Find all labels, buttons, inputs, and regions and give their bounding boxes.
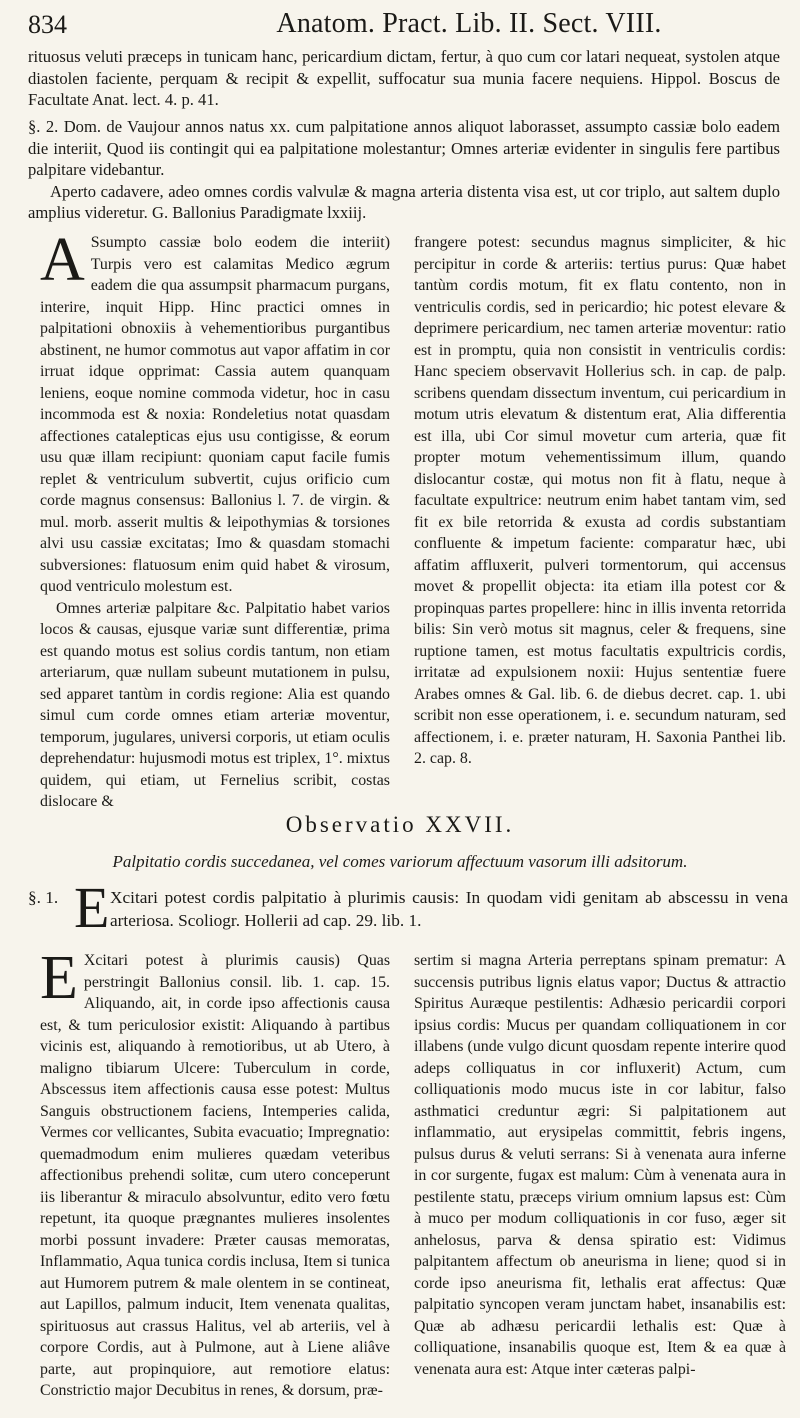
continuation-paragraph: rituosus veluti præceps in tunicam hanc, pericardium dictam, fertur, à quo cum cor latari nequeat, systolen atque diastolen faciente, perquam & recipit & expellit, suffocatur sua munia facere nequiens. Hippol. Boscus de Facultate Anat. lect. 4. p. 41. <box>28 47 780 109</box>
page-number: 834 <box>28 10 67 39</box>
commentary-left-p1 <box>40 226 390 598</box>
section-2-paragraph: §. 2. Dom. de Vaujour annos natus xx. cum palpitatione annos aliquot laborasset, assumpto cassiæ bolo eadem die interiit, Quod iis contingit qui ea palpitatione molestantur; Omnes arteriæ evidenter in singulis fere partibus palpitare videbantur. <box>28 117 780 179</box>
observatio-intro: Xcitari potest cordis palpitatio à plurimis causis: In quodam vidi genitam ab abscessu in vena arteriosa. Scoliogr. Hollerii ad cap. 29. lib. 1. <box>110 888 788 930</box>
continuation-block <box>28 46 780 111</box>
bottom-right-text: sertim si magna Arteria perreptans spinam prematur: A succensis putribus lignis elatus vapor; Ductus & attractio Spiritus Auræque pestilentis: Adhæsio pericardii corpori ipsius cordis: Mucus per quandam colliquationem in cor illabens (unde vulgo dicunt quosdam repente interire quod adeps colliquatus in cor influxerit) Actum, cum colliquationis modo mucus iste in cor labitur, falso asthmatici creduntur ægri: Si palpitationem aut inflammatio, aut erysipelas committit, febris ingens, pulsus durus & veluti serrans: Si à venenata aura inferne in cor surgente, fugax est malum: Cùm à venenata aura in pestilente statu, præceps virium omnium lapsus est: Cùm à muco per modum colliquationis in cor fuso, æger sit anhelosus, parva & densa spiratio est: Vidimus palpitantem affectum ob aneurisma in liene; quod si in corde ipso aneurisma fit, lethalis erat affectus: Quæ palpitatio syncopen veram junctam habet, insanabilis est: Quæ ab adhæsu pericardii lethalis est: Quæ à colliquatione, insanabilis quoque est, Item & ea quæ à venenata aura est: Atque inter cæteras palpi- <box>414 952 786 1378</box>
page-header <box>28 6 780 46</box>
observatio-title: Observatio XXVII. <box>285 812 515 837</box>
section-mark: §. 1. <box>28 888 59 907</box>
commentary-right-column <box>414 232 786 770</box>
commentary-left-p1-text: Ssumpto cassiæ bolo eodem die interiit) Turpis vero est calamitas Medico ægrum eadem die qua assumpsit pharmacum purgans, interire, inquit Hipp. Hinc practici omnes in palpitationi obnoxiis à vehementioribus purgantibus abstinent, ne humor commotus aut vapor affatim in cor irruat idque opprimat: Cassia autem quanquam leniens, eoque nomine commoda videtur, hoc in casu incommoda est & noxia: Rondeletius notat quasdam affectiones catalepticas ejus usu contigisse, & eorum usu quæ illam recipiunt: quoniam caput facile fumis replet & ventriculum subvertit, cujus orificio cum corde magnus consensus: Ballonius l. 7. de virgin. & mul. morb. asserit multis & leipothymias & torsiones alvi usu cassiæ excitatas; Imo & quasdam stomachi subversiones: flatuosum enim quid habet & virosum, quod ventriculo molestum est. <box>40 234 390 595</box>
observatio-section-1 <box>28 875 788 940</box>
section-2-block <box>28 116 780 224</box>
drop-cap-e: E <box>40 944 78 1012</box>
bottom-left-column <box>40 944 390 1402</box>
section-2-paragraph-b: Aperto cadavere, adeo omnes cordis valvulæ & magna arteria distenta visa est, ut cor triplo, aut saltem duplo amplius videretur. G. Ballonius Paradigmate lxxiij. <box>28 181 780 222</box>
drop-cap: A <box>40 226 85 294</box>
bottom-right-column <box>414 950 786 1380</box>
commentary-right-text: frangere potest: secundus magnus simpliciter, & hic percipitur in corde & arteriis: tertius purus: Quæ habet tantùm cordis motum, fit ex flatu contento, non in ventriculis cordis, sed in pericardio; hic potest elevare & deprimere pericardium, nec tamen arteriæ moventur: ratio est in promptu, quia non consistit in ventriculis cordis: Hanc speciem observavit Hollerius sch. in cap. de palp. scribens quendam dissectum inventum, cui pericardium in motum utris elevatum & distentum erat, Alia differentia est illa, ubi Cor simul movetur cum arteria, quæ fit propter motum vehementissimum illum, quando dislocantur costæ, qui motus non fit à flatu, neque à facultate expultrice: neutrum enim habet tantam vim, sed fit ex bile retorrida & exusta ad cordis substantiam confluente & impetum faciente: comparatur hæc, ubi affatim affluxerit, pulveri tormentorum, qui accensus movet & propellit objecta: ita etiam illa potest cor & propinquas partes propellere: hinc in illis inventa retorrida bilis: Sin verò motus sit magnus, celer & frequens, sine ruptione tamen, est motus facultatis expultricis cordis, irritatæ ad expulsionem noxii: Hujus sententiæ fuere Arabes omnes & Gal. lib. 6. de diebus decret. cap. 1. ubi scribit non esse operationem, i. e. secundum naturam, sed affectionem, i. e. præter naturam, H. Saxonia Panthei lib. 2. cap. 8. <box>414 234 786 767</box>
running-head: Anatom. Pract. Lib. II. Sect. VIII. <box>276 8 662 39</box>
observatio-subtitle: Palpitatio cordis succedanea, vel comes variorum affectuum vasorum illi adsitorum. <box>112 852 688 871</box>
bottom-left-text <box>40 944 390 1402</box>
bottom-left-body: Xcitari potest à plurimis causis) Quas perstringit Ballonius consil. lib. 1. cap. 15. Aliquando, ait, in corde ipso affectionis causa est, & tum periculosior existit: Aliquando à partibus vicinis est, aliquando à remotioribus, ut ab Utero, à maligno tibiarum Ulcere: Tuberculum in corde, Abscessus item affectionis causa esse potest: Multus Sanguis obstructionem faciens, Intemperies calida, Vermes cor vellicantes, Subita evacuatio; Impregnatio: quemadmodum enim mulieres quædam veteribus affectionibus prehendi solitæ, cum utero conceperunt iis liberantur & miraculo absolvuntur, edito vero fœtu repetunt, ita quoque prægnantes mulieres insolentes morbi possunt invadere: Præter causas memoratas, Inflammatio, Aqua tunica cordis inclusa, Item si tunica aut Humorem putrem & male olentem in se contineat, aut Lapillos, palmum inducit, Item venenata qualitas, spirituosus aut crassus Halitus, vel ab arteriis, vel à corpore Cordis, aut à Pulmone, aut à Liene aliâve parte, aut propinquiore, aut remotiore elatus: Constrictio major Decubitus in renes, & dorsum, præ- <box>40 952 390 1399</box>
commentary-left-p2: Omnes arteriæ palpitare &c. Palpitatio habet varios locos & causas, ejusque variæ sunt differentiæ, prima est quando motus est solius cordis tantum, non etiam arteriarum, quæ nullam subeunt mutationem in pulsu, sed apparet tantùm in cordis regione: Alia est quando simul cum corde omnes etiam arteriæ moventur, temporum, jugulares, universi corporis, ut etiam oculis deprehendatur: hujusmodi motus est triplex, 1°. mixtus quidem, qui etiam, ut Fernelius scribit, costas dislocare & <box>40 599 390 810</box>
big-initial: E <box>74 875 110 940</box>
commentary-left-column <box>40 226 390 813</box>
